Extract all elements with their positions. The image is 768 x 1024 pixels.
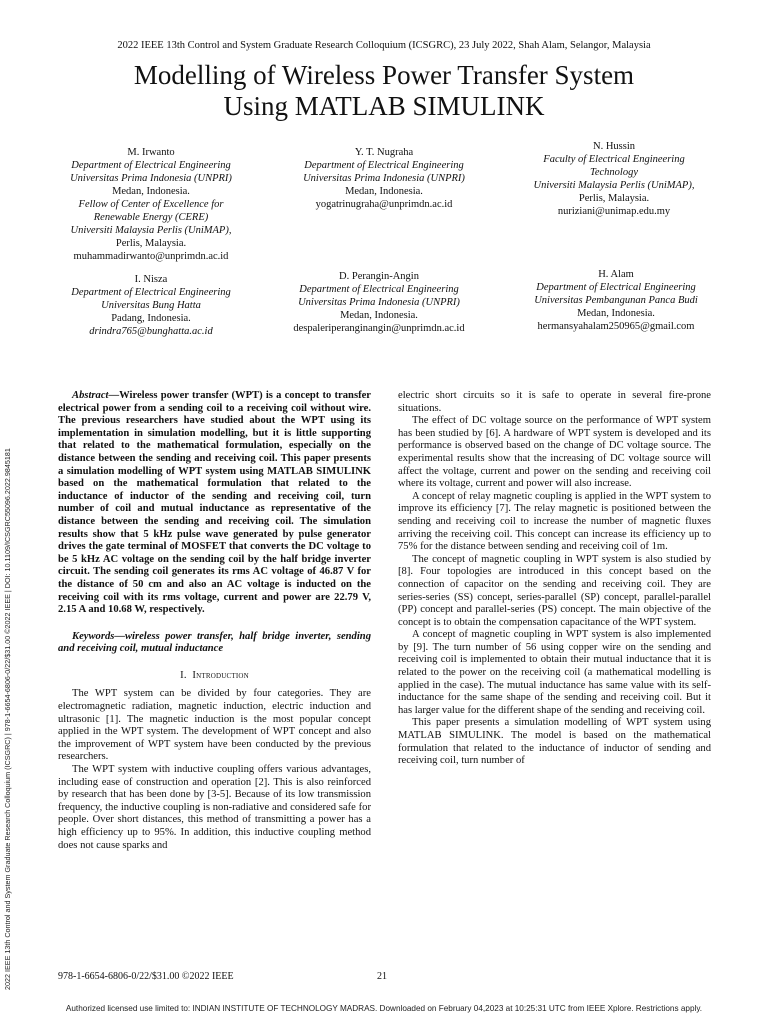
- body-paragraph: The effect of DC voltage source on the performance of WPT system has been studied by [6]. A hardware of WPT system is developed and its performance is observed based on the change of DC voltage source. The experimental results show that the increasing of DC voltage source will affect the voltage, current and power on the sending and receiving coil where its voltage, current and power will also increase.: [398, 415, 711, 490]
- section-heading: [58, 670, 371, 683]
- abstract-lead: Abstract: [72, 390, 109, 401]
- title-line-2: Using MATLAB SIMULINK: [223, 91, 545, 121]
- left-body: [58, 688, 371, 852]
- body-paragraph: This paper presents a simulation modelling of WPT system using MATLAB SIMULINK. The model is based on the mathematical formulation that related to the inductance of inductor of sending and receiving coil, turn number of: [398, 717, 711, 767]
- author-name: M. Irwanto: [127, 147, 175, 158]
- author-affiliation-line: hermansyahalam250965@gmail.com: [537, 321, 695, 332]
- author-affiliation-line: Medan, Indonesia.: [340, 310, 418, 321]
- title-line-1: Modelling of Wireless Power Transfer System: [133, 60, 635, 90]
- body-paragraph: electric short circuits so it is safe to operate in several fire-prone situations.: [398, 390, 711, 414]
- author-name: D. Perangin-Angin: [339, 271, 419, 282]
- body-paragraph: The WPT system can be divided by four categories. They are electromagnetic radiation, magnetic induction, electric induction and ultrasonic [1]. The magnetic induction is the most popular concept applied in the WPT system. The development of WPT concept and also the improvement of WPT system have been conducted by the previous researchers.: [58, 688, 371, 763]
- author-name: I. Nisza: [134, 274, 168, 285]
- body-paragraph: The concept of magnetic coupling in WPT system is also studied by [8]. Four topologies are introduced in this concept based on the connection of capacitor on the sending and receiving coil. They are series-series (SS) concept, series-parallel (SP) concept, parallel-parallel (PP) concept and parallel-series (PS) concept. The main objective of the concept is to obtain the compensation capacitance of the WPT system.: [398, 553, 711, 628]
- author-affiliation-line: Universitas Bung Hatta: [101, 300, 201, 311]
- author-affiliation-line: Universitas Pembangunan Panca Budi: [534, 295, 698, 306]
- author-name: N. Hussin: [592, 141, 635, 152]
- author-affiliation-line: despaleriperanginangin@unprimdn.ac.id: [293, 323, 465, 334]
- right-column: [398, 390, 711, 768]
- author-affiliation-line: Universiti Malaysia Perlis (UniMAP),: [533, 180, 695, 191]
- author-affiliation-line: drindra765@bunghatta.ac.id: [89, 326, 213, 337]
- body-paragraph: A concept of magnetic coupling in WPT system is also implemented by [9]. The turn number of 56 using copper wire on the sending and receiving coil is implemented to obtain their mutual inductance that it is related to the power on the receiving coil (a mathematical modelling is applied in the case). The mutual inductance has same value with its self-inductance for the same shape of the sending and receiving coil. But it has larger value for the different shape of the sending and receiving coil.: [398, 629, 711, 716]
- author-affiliation-line: Department of Electrical Engineering: [536, 282, 696, 293]
- side-doi-strip: 2022 IEEE 13th Control and System Graduate Research Colloquium (ICSGRC) | 978-1-6654-6806-0/22/$31.00 ©2022 IEEE | DOI: 10.1109/ICSGRC55096.2022.9845181: [3, 448, 12, 990]
- author-block: [503, 140, 725, 218]
- keywords: Keywords—wireless power transfer, half bridge inverter, sending and receiving coil, mutual inductance: [58, 630, 371, 655]
- author-affiliation-line: Universiti Malaysia Perlis (UniMAP),: [70, 225, 232, 236]
- license-notice: Authorized licensed use limited to: INDIAN INSTITUTE OF TECHNOLOGY MADRAS. Downloaded on February 04,2023 at 10:25:31 UTC from IEEE Xplore. Restrictions apply.: [65, 1004, 703, 1013]
- author-affiliation-line: Padang, Indonesia.: [111, 313, 191, 324]
- isbn-footer: 978-1-6654-6806-0/22/$31.00 ©2022 IEEE: [58, 971, 234, 982]
- author-block: [268, 270, 490, 335]
- author-affiliation-line: Department of Electrical Engineering: [299, 284, 459, 295]
- paper-title: [40, 60, 728, 122]
- author-block: [505, 268, 727, 333]
- left-column: [58, 390, 371, 852]
- page-number: 21: [377, 971, 387, 982]
- author-affiliation-line: Faculty of Electrical Engineering: [543, 154, 685, 165]
- section-title: Introduction: [192, 669, 249, 681]
- right-body: [398, 390, 711, 768]
- author-affiliation-line: Perlis, Malaysia.: [115, 238, 187, 249]
- author-block: [40, 146, 262, 263]
- author-affiliation-line: Department of Electrical Engineering: [71, 160, 231, 171]
- body-paragraph: A concept of relay magnetic coupling is applied in the WPT system to improve its efficiency [7]. The relay magnetic is positioned between the sending and receiving coil to increase the number of magnetic fluxes arriving the receiving coil. This concept can increase its efficiency up to 75% for the distance between sending and receiving coil of 1m.: [398, 490, 711, 553]
- author-affiliation-line: Technology: [589, 167, 639, 178]
- author-block: [40, 273, 262, 338]
- abstract: [58, 390, 371, 617]
- author-affiliation-line: Department of Electrical Engineering: [71, 287, 231, 298]
- author-affiliation-line: Universitas Prima Indonesia (UNPRI): [303, 173, 465, 184]
- abstract-body: —Wireless power transfer (WPT) is a concept to transfer electrical power from a sending coil to a receiving coil without wire. The previous researchers have studied about the WPT using its implementation in simulation modelling, but it is little supporting that related to the mathematical formulation, especially on the distance between the sending and receiving coil. This paper presents a simulation modelling of WPT system using MATLAB SIMULINK based on the mathematical formulation that related to the inductance of inductor of the sending and receiving coil, turn number of coil and mutual inductance as representative of the distance between the sending and receiving coil. The simulation results show that 5 kHz pulse wave generated by pulse generator drives the gate terminal of MOSFET that converts the DC voltage to be 5 kHz AC voltage on the sending coil by the half bridge inverter circuit. The sending coil generates its rms AC voltage of 46.87 V for the distance of 50 cm and also an AC voltage is inducted on the receiving coil with its rms voltage, current and power are 22.79 V, 2.15 A and 10.68 W, respectively.: [58, 390, 371, 616]
- author-affiliation-line: nuriziani@unimap.edu.my: [557, 206, 671, 217]
- author-affiliation-line: Perlis, Malaysia.: [578, 193, 650, 204]
- author-affiliation-line: Universitas Prima Indonesia (UNPRI): [70, 173, 232, 184]
- body-paragraph: The WPT system with inductive coupling offers various advantages, including ease of construction and operation [2]. This is also reinforced by research that has been done by [3-5]. Because of its low transmission frequency, the inductive coupling is non-radiative and considered safe for people. Over short distances, this method of transmitting a power has a high efficiency up to 95%. In addition, this inductive coupling method does not cause sparks and: [58, 764, 371, 851]
- author-block: [273, 146, 495, 211]
- author-affiliation-line: Medan, Indonesia.: [112, 186, 190, 197]
- author-name: H. Alam: [598, 269, 634, 280]
- author-affiliation-line: Department of Electrical Engineering: [304, 160, 464, 171]
- conference-header: 2022 IEEE 13th Control and System Graduate Research Colloquium (ICSGRC), 23 July 2022, Shah Alam, Selangor, Malaysia: [117, 40, 651, 51]
- author-affiliation-line: Medan, Indonesia.: [345, 186, 423, 197]
- author-affiliation-line: Medan, Indonesia.: [577, 308, 655, 319]
- author-affiliation-line: Renewable Energy (CERE): [93, 212, 209, 223]
- author-affiliation-line: Fellow of Center of Excellence for: [78, 199, 224, 210]
- author-affiliation-line: muhammadirwanto@unprimdn.ac.id: [73, 251, 229, 262]
- author-affiliation-line: yogatrinugraha@unprimdn.ac.id: [315, 199, 453, 210]
- author-name: Y. T. Nugraha: [354, 147, 414, 158]
- section-number: I.: [180, 669, 187, 681]
- author-affiliation-line: Universitas Prima Indonesia (UNPRI): [298, 297, 460, 308]
